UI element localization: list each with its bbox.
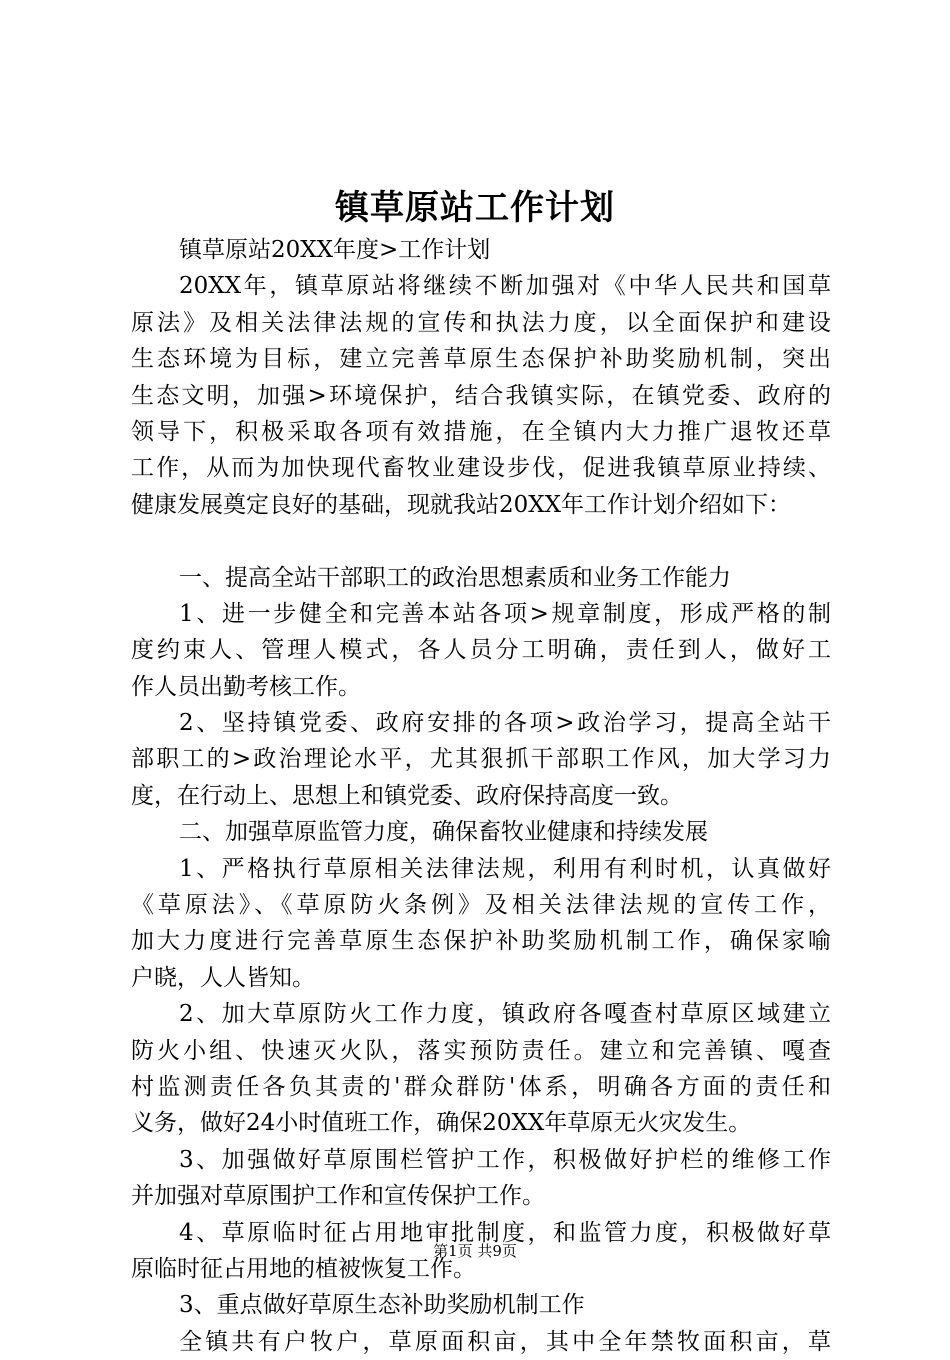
paragraph-line: 村监测责任各负其责的'群众群防'体系，明确各方面的责任和 xyxy=(131,1073,831,1100)
paragraph-line: 全镇共有户牧户，草原面积亩，其中全年禁牧面积亩，草 xyxy=(179,1328,831,1355)
paragraph-line: 加大力度进行完善草原生态保护补助奖励机制工作，确保家喻 xyxy=(131,928,831,955)
paragraph-line: 领导下，积极采取各项有效措施，在全镇内大力推广退牧还草 xyxy=(131,418,831,445)
paragraph-line: 生态文明，加强>环境保护，结合我镇实际，在镇党委、政府的 xyxy=(131,382,831,409)
subtitle-line: 镇草原站20XX年度>工作计划 xyxy=(179,237,491,263)
section-heading: 一、提高全站干部职工的政治思想素质和业务工作能力 xyxy=(179,564,731,591)
paragraph-line: 4、草原临时征占用地审批制度，和监管力度，积极做好草 xyxy=(179,1219,831,1246)
document-body xyxy=(131,232,831,1360)
paragraph-line: 原临时征占用地的植被恢复工作。 xyxy=(131,1255,476,1282)
paragraph-line: 户晓，人人皆知。 xyxy=(131,964,315,991)
paragraph-line: 义务，做好24小时值班工作，确保20XX年草原无火灾发生。 xyxy=(131,1110,752,1137)
paragraph-line: 1、严格执行草原相关法律法规，利用有利时机，认真做好 xyxy=(179,855,831,882)
paragraph-line: 部职工的>政治理论水平，尤其狠抓干部职工作风，加大学习力 xyxy=(131,746,831,773)
paragraph-line: 并加强对草原围护工作和宣传保护工作。 xyxy=(131,1183,545,1210)
page-number-footer: 第1页 共9页 xyxy=(433,1242,517,1260)
blank-line xyxy=(131,523,831,559)
paragraph-line: 防火小组、快速灭火队，落实预防责任。建立和完善镇、嘎查 xyxy=(131,1037,831,1064)
section-heading: 二、加强草原监管力度，确保畜牧业健康和持续发展 xyxy=(179,819,708,846)
paragraph-line: 2、坚持镇党委、政府安排的各项>政治学习，提高全站干 xyxy=(179,710,831,737)
document-title: 镇草原站工作计划 xyxy=(335,188,615,228)
paragraph-line: 度，在行动上、思想上和镇党委、政府保持高度一致。 xyxy=(131,782,683,809)
paragraph-line: 《草原法》、《草原防火条例》及相关法律法规的宣传工作， xyxy=(131,892,831,919)
paragraph-line: 20XX年，镇草原站将继续不断加强对《中华人民共和国草 xyxy=(179,273,831,300)
section-heading: 3、重点做好草原生态补助奖励机制工作 xyxy=(179,1292,585,1319)
paragraph-line: 度约束人、管理人模式，各人员分工明确，责任到人，做好工 xyxy=(131,637,831,664)
paragraph-line: 作人员出勤考核工作。 xyxy=(131,673,361,700)
paragraph-line: 2、加大草原防火工作力度，镇政府各嘎查村草原区域建立 xyxy=(179,1001,831,1028)
paragraph-line: 1、进一步健全和完善本站各项>规章制度，形成严格的制 xyxy=(179,600,831,627)
paragraph-line: 健康发展奠定良好的基础，现就我站20XX年工作计划介绍如下： xyxy=(131,491,792,518)
paragraph-line: 工作，从而为加快现代畜牧业建设步伐，促进我镇草原业持续、 xyxy=(131,455,831,482)
paragraph-line: 生态环境为目标，建立完善草原生态保护补助奖励机制，突出 xyxy=(131,346,831,373)
paragraph-line: 3、加强做好草原围栏管护工作，积极做好护栏的维修工作 xyxy=(179,1146,831,1173)
paragraph-line: 原法》及相关法律法规的宣传和执法力度，以全面保护和建设 xyxy=(131,309,831,336)
